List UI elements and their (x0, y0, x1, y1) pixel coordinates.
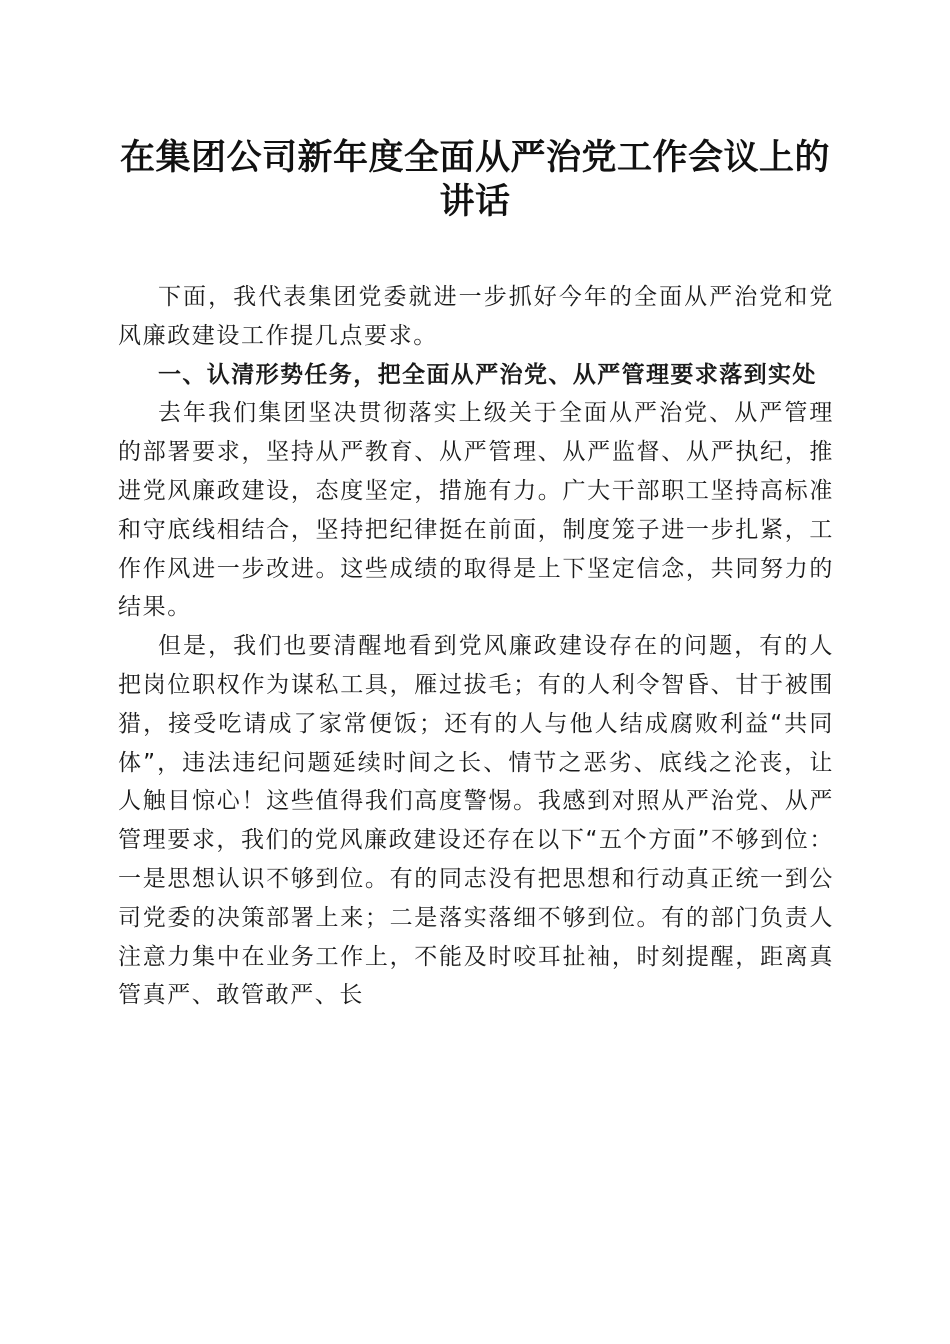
body-paragraph: 去年我们集团坚决贯彻落实上级关于全面从严治党、从严管理的部署要求，坚持从严教育、从严管理、从严监督、从严执纪，推进党风廉政建设，态度坚定，措施有力。广大干部职工坚持高标准和守底线相结合，坚持把纪律挺在前面，制度笼子进一步扎紧，工作作风进一步改进。这些成绩的取得是上下坚定信念，共同努力的结果。 (118, 400, 834, 621)
section-heading: 一、认清形势任务，把全面从严治党、从严管理要求落到实处 (158, 361, 817, 388)
title-line-2: 讲话 (439, 181, 511, 222)
document-body (118, 278, 834, 1015)
title-line-1: 在集团公司新年度全面从严治党工作会议上的 (119, 137, 830, 178)
intro-paragraph: 下面，我代表集团党委就进一步抓好今年的全面从严治党和党风廉政建设工作提几点要求。 (118, 284, 834, 349)
document-title (100, 136, 850, 224)
body-paragraph: 但是，我们也要清醒地看到党风廉政建设存在的问题，有的人把岗位职权作为谋私工具，雁过拔毛；有的人利令智昏、甘于被围猎，接受吃请成了家常便饭；还有的人与他人结成腐败利益“共同体”，违法违纪问题延续时间之长、情节之恶劣、底线之沦丧，让人触目惊心！这些值得我们高度警惕。我感到对照从严治党、从严管理要求，我们的党风廉政建设还存在以下“五个方面”不够到位：一是思想认识不够到位。有的同志没有把思想和行动真正统一到公司党委的决策部署上来；二是落实落细不够到位。有的部门负责人注意力集中在业务工作上，不能及时咬耳扯袖，时刻提醒，距离真管真严、敢管敢严、长 (118, 633, 834, 1009)
